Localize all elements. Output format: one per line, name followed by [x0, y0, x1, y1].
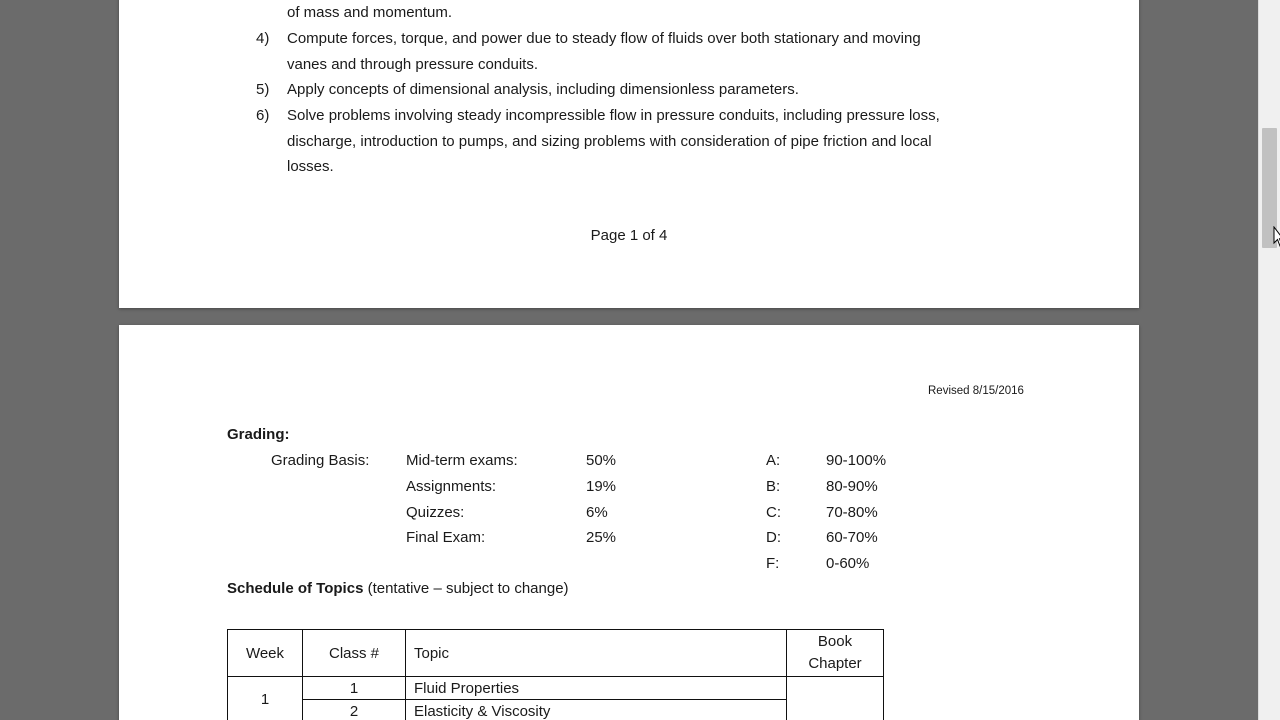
- schedule-heading: [227, 580, 569, 597]
- list-text-line: vanes and through pressure conduits.: [287, 55, 538, 73]
- grade-range: 70-80%: [826, 504, 878, 521]
- list-text-line: Apply concepts of dimensional analysis, including dimensionless parameters.: [287, 81, 799, 98]
- component-name: Quizzes:: [406, 504, 465, 521]
- schedule-table: [227, 629, 884, 720]
- table-row: [228, 700, 884, 720]
- grade-range: 90-100%: [826, 452, 887, 469]
- schedule-note: (tentative – subject to change): [363, 580, 569, 597]
- cell-book-chapter: [787, 677, 884, 720]
- cell-week: 1: [228, 677, 303, 720]
- header-chapter-line: Chapter: [808, 655, 862, 672]
- schedule-title: Schedule of Topics: [227, 580, 364, 597]
- list-text-line: Solve problems involving steady incompressible flow in pressure conduits, including pressure loss,: [287, 107, 940, 124]
- component-weight: 19%: [586, 478, 617, 495]
- list-number: 6): [256, 107, 270, 124]
- cell-class: 2: [303, 700, 406, 720]
- grade-range: 60-70%: [826, 529, 878, 546]
- grade-letter: C:: [766, 504, 781, 521]
- revised-date: Revised 8/15/2016: [928, 385, 1024, 397]
- list-number: 4): [256, 30, 270, 47]
- grade-range: 0-60%: [826, 555, 870, 572]
- list-text-line: losses.: [287, 158, 334, 176]
- page-1: [119, 0, 1139, 308]
- header-book-chapter: [787, 630, 884, 677]
- page-footer: Page 1 of 4: [590, 227, 668, 244]
- header-topic: Topic: [406, 630, 787, 677]
- grade-letter: B:: [766, 478, 781, 495]
- grade-letter: F:: [766, 555, 780, 572]
- grade-range: 80-90%: [826, 478, 878, 495]
- component-name: Final Exam:: [406, 529, 486, 546]
- grading-heading: Grading:: [227, 426, 290, 443]
- grade-letter: D:: [766, 529, 781, 546]
- component-weight: 25%: [586, 529, 617, 546]
- table-row: [228, 677, 884, 700]
- table-header-row: [228, 630, 884, 677]
- grading-basis-label: Grading Basis:: [271, 452, 370, 469]
- list-item-continuation: of mass and momentum.: [287, 4, 453, 21]
- cell-class: 1: [303, 677, 406, 700]
- page-2: [119, 325, 1139, 720]
- component-name: Assignments:: [406, 478, 497, 495]
- header-book-line: Book: [817, 633, 853, 650]
- list-number: 5): [256, 81, 270, 98]
- component-weight: 50%: [586, 452, 617, 469]
- list-text-line: Compute forces, torque, and power due to steady flow of fluids over both stationary and moving: [287, 30, 921, 47]
- component-name: Mid-term exams:: [406, 452, 518, 469]
- component-weight: 6%: [586, 504, 608, 521]
- header-week: Week: [228, 630, 303, 677]
- cell-topic: Fluid Properties: [406, 677, 787, 700]
- grade-letter: A:: [766, 452, 781, 469]
- list-text-line: discharge, introduction to pumps, and sizing problems with consideration of pipe friction and local: [287, 132, 932, 150]
- mouse-cursor-icon: [1273, 226, 1280, 248]
- cell-topic: Elasticity & Viscosity: [406, 700, 787, 720]
- vertical-scrollbar[interactable]: [1258, 0, 1280, 720]
- header-class: Class #: [303, 630, 406, 677]
